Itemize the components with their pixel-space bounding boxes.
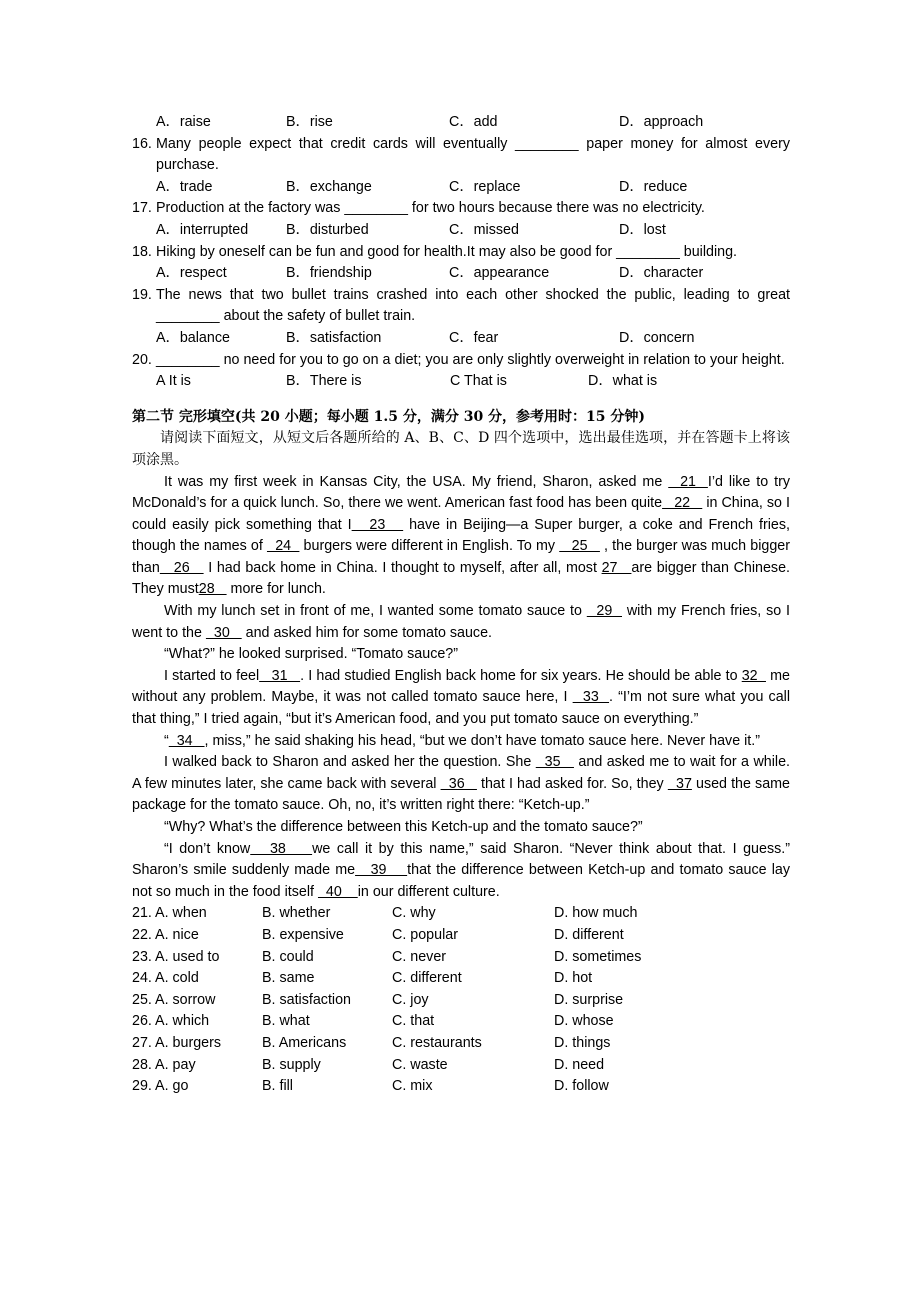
option: A．trade [156,178,213,195]
passage-paragraph: “What?” he looked surprised. “Tomato sauce?” [164,646,459,663]
question-number: 19. [132,286,152,303]
option: C．add [449,114,498,130]
blank: 36 [440,775,477,792]
option: C. restaurants [392,1034,482,1051]
option: D. need [554,1056,605,1073]
blank: 38 [250,840,313,857]
answer-row [132,1055,790,1077]
option: B. expensive [262,926,344,943]
option: 23. A. used to [132,948,220,965]
option: C That is [450,373,507,390]
blank: 35 [535,754,574,771]
passage-paragraph: It was my first week in Kansas City, the USA. My friend, Sharon, asked me 21 I’d like to try McDonald’s for a quick lunch. So, there we went. American fast food has been quite 22 in China, so I could easily pick something that I 23 have in Beijing—a Super burger, a coke and French fries, though the names of 24 burgers were different in English. To my 25 , the burger was much bigger than 26 I had back home in China. I thought to myself, after all, most 27 are bigger than Chinese. They must28 more for lunch. [132,473,791,598]
option: D. things [554,1034,611,1051]
option: B. could [262,948,314,965]
option: C. popular [392,926,458,943]
option: C．appearance [449,265,550,282]
passage-paragraph: I started to feel 31 . I had studied English back home for six years. He should be able to 32 me without any problem. Maybe, it was not called tomato sauce here, I 33 . “I’m not sure what you call that thing,” I tried again, “but it’s American food, and you put tomato sauce on everything.” [132,667,790,728]
option: A．balance [156,329,230,346]
blank: 37 [667,775,692,792]
option: B. Americans [262,1034,347,1051]
answer-row [132,1076,790,1098]
answer-options-list [132,903,790,1097]
blank: 25 [559,538,600,555]
question-options [132,220,790,242]
question-text: Production at the factory was ________ for two hours because there was no electricity. [156,200,705,217]
option: C. joy [392,991,429,1008]
option: C．fear [449,329,499,346]
option: C. waste [392,1056,448,1073]
question-options [132,371,790,393]
option: D. follow [554,1078,609,1095]
passage-paragraph: “I don’t know 38 we call it by this name,” said Sharon. “Never think about that. I guess.” Sharon’s smile suddenly made me 39 that the difference between Ketch-up and tomato sauce lay not so much in the food itself 40 in our different culture. [132,840,790,900]
question-text: Hiking by oneself can be fun and good for health.It may also be good for ________ building. [156,243,738,260]
q15-options [132,112,790,134]
option: 25. A. sorrow [132,991,216,1008]
question-number: 16. [132,135,152,152]
question-item [132,285,790,328]
option: C．missed [449,221,519,238]
question-options [132,263,790,285]
option: C. that [392,1013,435,1030]
option: B．friendship [286,265,372,282]
passage-paragraph: “ 34 , miss,” he said shaking his head, “but we don’t have tomato sauce here. Never have it.” [164,732,761,749]
option: D．concern [619,329,695,346]
option: B. supply [262,1056,321,1073]
option: B. whether [262,905,331,922]
option: 24. A. cold [132,970,199,987]
question-options [132,328,790,350]
blank: 33 [572,689,610,706]
answer-row [132,1033,790,1055]
option: D．reduce [619,178,688,195]
blank: 34 [168,732,205,749]
answer-row [132,903,790,925]
passage-paragraph: I walked back to Sharon and asked her the question. She 35 and asked me to wait for a while. A few minutes later, she came back with several 36 that I had asked for. So, they 37 used the same package for the tomato sauce. Oh, no, it’s written right there: “Ketch-up.” [132,754,791,814]
exam-page [132,112,790,1098]
option: D. surprise [554,991,624,1008]
blank: 27 [601,559,632,576]
option: 21. A. when [132,905,207,922]
answer-row [132,990,790,1012]
option: B. what [262,1013,310,1030]
option: 26. A. which [132,1013,210,1030]
option: B．rise [286,114,333,130]
blank: 28 [198,581,227,598]
option: B．disturbed [286,221,369,238]
passage-paragraph: “Why? What’s the difference between this Ketch-up and the tomato sauce?” [164,819,643,835]
question-text: ________ no need for you to go on a diet; you are only slightly overweight in relation to your height. [156,351,785,368]
blank: 26 [159,559,204,576]
option: 27. A. burgers [132,1034,222,1051]
option: C. why [392,905,436,922]
blank: 32 [741,667,766,684]
option: D. hot [554,970,593,987]
blank: 31 [259,667,301,684]
option: C．replace [449,178,521,195]
answer-row [132,925,790,947]
option: B．There is [286,373,362,390]
option: C. never [392,948,447,965]
option: 29. A. go [132,1078,189,1095]
blank: 29 [586,603,622,620]
option: D．what is [588,373,658,390]
blank: 24 [266,538,300,555]
option: D．approach [619,114,704,130]
question-list [132,134,790,393]
option: A．interrupted [156,221,249,238]
blank: 30 [205,624,242,641]
answer-row [132,1011,790,1033]
blank: 22 [662,495,703,512]
cloze-passage [132,472,790,904]
answer-row [132,968,790,990]
question-item [132,198,790,220]
option: B. fill [262,1078,293,1095]
option: 22. A. nice [132,926,199,943]
option: B．exchange [286,178,372,195]
option: 28. A. pay [132,1056,196,1073]
section-title: 第二节 完形填空(共 20 小题；每小题 1.5 分，满分 30 分，参考用时：15 分钟) [132,408,646,425]
question-number: 20. [132,351,152,368]
passage-paragraph: With my lunch set in front of me, I wanted some tomato sauce to 29 with my French fries, so I went to the 30 and asked him for some tomato sauce. [132,603,790,641]
option: B. same [262,970,315,987]
option: D．character [619,265,704,282]
option: D. sometimes [554,948,642,965]
question-item [132,350,790,372]
question-text: Many people expect that credit cards will eventually ________ paper money for almost every purchase. [156,135,790,174]
question-options [132,177,790,199]
section-instruction: 请阅读下面短文，从短文后各题所给的 A、B、C、D 四个选项中，选出最佳选项，并在答题卡上将该项涂黑。 [132,430,790,468]
option: C. mix [392,1078,433,1095]
question-item [132,242,790,264]
question-item [132,134,790,177]
option: B. satisfaction [262,991,351,1008]
option: D. different [554,926,624,943]
option: A．raise [156,114,211,130]
question-text: The news that two bullet trains crashed into each other shocked the public, leading to great ________ about the safety of bullet train. [156,286,790,325]
option: A．respect [156,265,227,282]
answer-row [132,947,790,969]
option: A It is [156,373,191,390]
blank: 21 [668,473,708,490]
blank: 39 [355,862,408,879]
option: C. different [392,970,462,987]
question-number: 18. [132,243,152,260]
option: D. whose [554,1013,614,1030]
option: D．lost [619,221,666,238]
blank: 23 [351,516,404,533]
question-number: 17. [132,200,152,217]
option: B．satisfaction [286,329,382,346]
option: D. how much [554,905,638,922]
blank: 40 [317,883,358,900]
